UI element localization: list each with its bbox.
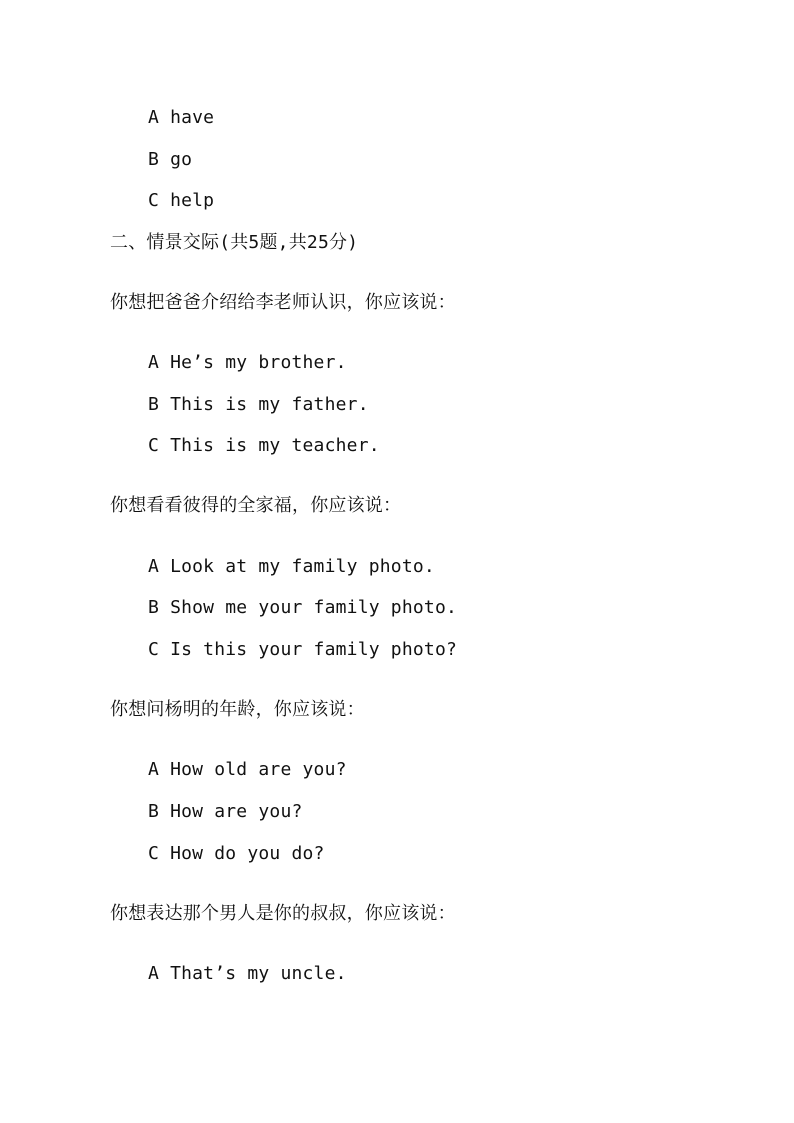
option-c: C This is my teacher. <box>148 435 380 456</box>
option-b: B go <box>148 149 193 170</box>
option-a: A Look at my family photo. <box>148 556 435 577</box>
option-c: C help <box>148 190 215 211</box>
question-prompt: 你想看看彼得的全家福，你应该说： <box>110 495 402 516</box>
option-b: B How are you? <box>148 801 303 822</box>
question-prompt: 你想问杨明的年龄，你应该说： <box>110 699 365 720</box>
question-prompt: 你想表达那个男人是你的叔叔，你应该说： <box>110 903 456 924</box>
option-c: C Is this your family photo? <box>148 639 458 660</box>
option-c: C How do you do? <box>148 843 325 864</box>
option-a: A have <box>148 107 215 128</box>
section-heading: 二、情景交际(共5题,共25分) <box>110 232 359 253</box>
option-b: B This is my father. <box>148 394 369 415</box>
option-a: A That’s my uncle. <box>148 963 347 984</box>
question-prompt: 你想把爸爸介绍给李老师认识，你应该说： <box>110 292 456 313</box>
option-a: A How old are you? <box>148 759 347 780</box>
option-a: A He’s my brother. <box>148 352 347 373</box>
option-b: B Show me your family photo. <box>148 597 458 618</box>
